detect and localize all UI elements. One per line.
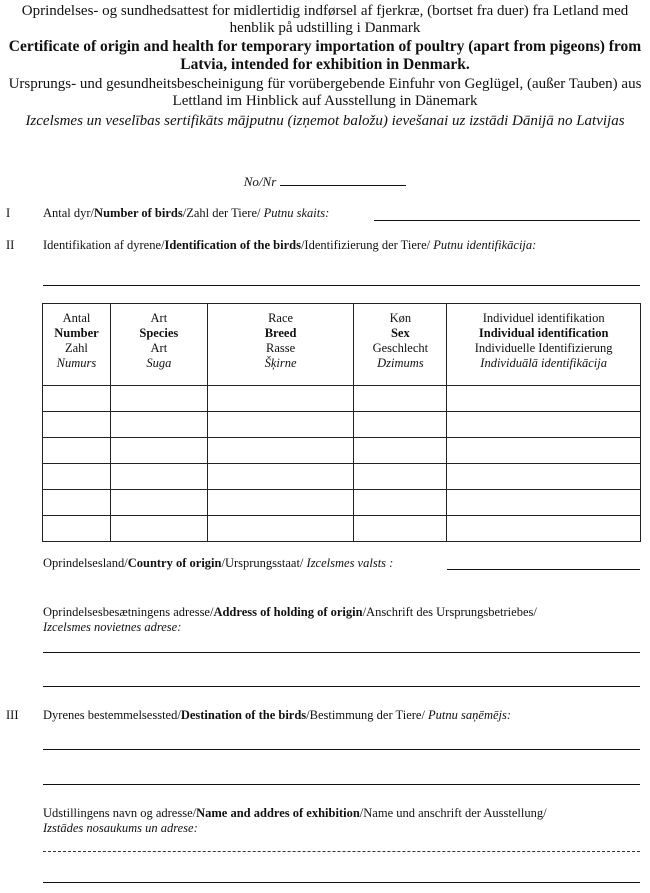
table-cell[interactable] [354,412,447,438]
label-lv: Putnu skaits: [263,206,330,220]
col-label-lv: Dzimums [377,356,424,370]
label-en: Country of origin [127,556,222,570]
label-de: /Bestimmung der Tiere/ [306,708,429,722]
col-individual-id-header [447,304,641,386]
table-cell[interactable] [447,490,641,516]
label-da: Oprindelsesland/ [43,556,128,570]
label-de: /Anschrift des Ursprungsbetriebes/ [362,605,537,619]
label-da: Identifikation af dyrene/ [43,238,165,252]
col-label-de: Individuelle Identifizierung [474,341,613,355]
label-de: /Name und anschrift der Ausstellung/ [359,806,547,820]
col-label-da: Køn [389,311,412,325]
table-row [43,412,641,438]
destination-field-2[interactable] [43,784,640,785]
table-cell[interactable] [110,464,207,490]
country-of-origin-label [43,556,393,571]
col-label-da: Race [268,311,294,325]
exhibition-field-2[interactable] [43,882,640,883]
exhibition-field-1[interactable] [43,851,640,852]
label-de: /Ursprungsstaat/ [221,556,307,570]
address-of-origin-field-1[interactable] [43,652,640,653]
table-cell[interactable] [43,490,111,516]
label-lv: Izstādes nosaukums un adrese: [43,821,198,835]
number-field[interactable] [280,185,406,186]
title-english: Certificate of origin and health for temporary importation of poultry (apart from pigeons) from Latvia, intended for exhibition in Denmark. [8,38,642,73]
identification-label [43,238,536,253]
birds-table [42,303,641,542]
table-cell[interactable] [110,490,207,516]
identification-field[interactable] [43,285,640,286]
label-lv: Izcelsmes novietnes adrese: [43,620,182,634]
col-breed-header [207,304,354,386]
col-label-de: Rasse [266,341,296,355]
table-row [43,438,641,464]
table-cell[interactable] [207,438,354,464]
table-cell[interactable] [110,386,207,412]
destination-label [43,708,511,723]
table-cell[interactable] [354,386,447,412]
col-label-da: Antal [62,311,91,325]
table-cell[interactable] [207,490,354,516]
label-en: Number of birds [94,206,183,220]
destination-field-1[interactable] [43,749,640,750]
table-row [43,464,641,490]
col-label-en: Number [54,326,99,340]
exhibition-label [43,806,643,836]
col-label-lv: Individuālā identifikācija [480,356,608,370]
number-label: No/Nr [243,174,277,189]
col-number-header [43,304,111,386]
col-label-de: Zahl [65,341,88,355]
col-sex-header [354,304,447,386]
section-ii-numeral: II [6,238,15,252]
table-cell[interactable] [354,464,447,490]
title-latvian: Izcelsmes un veselības sertifikāts mājputnu (izņemot baložu) ievešanai uz izstādi Dānijā no Latvijas [25,113,625,129]
table-cell[interactable] [447,386,641,412]
table-cell[interactable] [207,464,354,490]
col-label-en: Species [139,326,179,340]
label-lv: Putnu identifikācija: [433,238,537,252]
table-cell[interactable] [43,464,111,490]
col-species-header [110,304,207,386]
col-label-de: Geschlecht [372,341,429,355]
certificate-number [0,174,650,190]
table-cell[interactable] [110,516,207,542]
table-cell[interactable] [43,516,111,542]
table-cell[interactable] [447,412,641,438]
label-de: /Zahl der Tiere/ [182,206,264,220]
table-row [43,386,641,412]
address-of-origin-field-2[interactable] [43,686,640,687]
number-of-birds-label [43,206,329,221]
col-label-en: Individual identification [478,326,609,340]
col-label-en: Breed [264,326,297,340]
address-of-origin-label [43,605,643,635]
table-cell[interactable] [110,438,207,464]
col-label-lv: Suga [146,356,172,370]
label-da: Oprindelsesbesætningens adresse/ [43,605,214,619]
label-en: Destination of the birds [180,708,307,722]
table-cell[interactable] [207,412,354,438]
label-de: /Identifizierung der Tiere/ [300,238,434,252]
col-label-de: Art [150,341,168,355]
table-cell[interactable] [447,464,641,490]
section-i-numeral: I [6,206,11,220]
table-cell[interactable] [110,412,207,438]
label-da: Udstillingens navn og adresse/ [43,806,197,820]
col-label-lv: Numurs [56,356,97,370]
table-cell[interactable] [354,516,447,542]
col-label-da: Art [150,311,168,325]
col-label-da: Individuel identifikation [482,311,605,325]
label-lv: Izcelsmes valsts : [306,556,394,570]
col-label-en: Sex [390,326,410,340]
table-cell[interactable] [43,412,111,438]
table-row [43,490,641,516]
label-lv: Putnu saņēmējs: [428,708,512,722]
table-cell[interactable] [207,516,354,542]
label-da: Dyrenes bestemmelsessted/ [43,708,181,722]
table-cell[interactable] [43,386,111,412]
label-en: Address of holding of origin [213,605,363,619]
title-german: Ursprungs- und gesundheitsbescheinigung für vorübergebende Einfuhr von Geglügel, (außer Tauben) aus Lettland im Hinblick auf Ausstellung in Dänemark [8,76,642,109]
col-label-lv: Šķirne [264,356,297,370]
table-row [43,516,641,542]
label-en: Name and addres of exhibition [196,806,360,820]
country-of-origin-field[interactable] [447,569,640,570]
table-cell[interactable] [43,438,111,464]
table-cell[interactable] [354,438,447,464]
table-cell[interactable] [447,516,641,542]
table-header-row [43,304,641,386]
title-danish: Oprindelses- og sundhedsattest for midlertidig indførsel af fjerkræ, (bortset fra duer) fra Letland med henblik på udstilling i Danmark [21,3,629,36]
label-en: Identification of the birds [164,238,301,252]
label-da: Antal dyr/ [43,206,95,220]
table-cell[interactable] [447,438,641,464]
number-of-birds-field[interactable] [374,220,640,221]
table-cell[interactable] [354,490,447,516]
table-cell[interactable] [207,386,354,412]
section-iii-numeral: III [6,708,19,722]
